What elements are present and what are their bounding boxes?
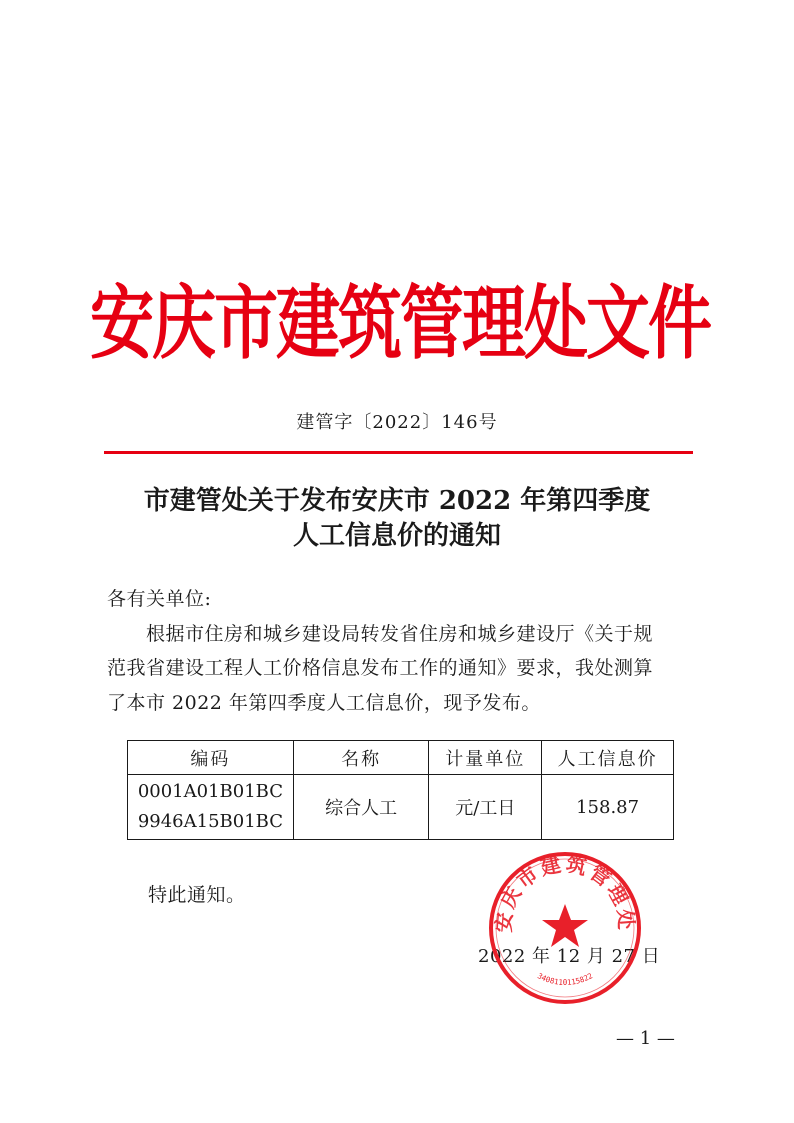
notice-title-line2: 人工信息价的通知: [292, 521, 501, 551]
table-row: [128, 775, 674, 840]
body-paragraph-line2: 范我省建设工程人工价格信息发布工作的通知》要求，我处测算: [107, 657, 654, 679]
body-paragraph-line3: 了本市 2022 年第四季度人工信息价，现予发布。: [107, 692, 541, 714]
issue-date: 2022 年 12 月 27 日: [478, 946, 661, 967]
header-unit: 计量单位: [429, 741, 542, 775]
name-cell: 综合人工: [293, 775, 429, 840]
seal-star-icon: [542, 904, 588, 947]
notice-title-line1: 市建管处关于发布安庆市 2022 年第四季度: [143, 486, 651, 516]
header-name: 名称: [293, 741, 429, 775]
document-number: 建管字〔2022〕146号: [296, 412, 498, 433]
seal-top-text: 安庆市建筑管理处: [491, 851, 639, 934]
code-value-1: 0001A01B01BC: [137, 781, 284, 802]
body-paragraph-line1: 根据市住房和城乡建设局转发省住房和城乡建设厅《关于规: [146, 623, 654, 645]
header-price: 人工信息价: [542, 741, 674, 775]
closing-text: 特此通知。: [148, 884, 246, 906]
svg-text:3408110115822: [536, 971, 594, 987]
price-table: [127, 740, 674, 840]
price-cell: 158.87: [542, 775, 674, 840]
page-number: — 1 —: [616, 1028, 675, 1049]
salutation: 各有关单位:: [107, 588, 212, 610]
org-title: 安庆市建筑管理处文件: [90, 278, 710, 371]
code-value-2: 9946A15B01BC: [137, 811, 284, 832]
table-header-row: [128, 741, 674, 775]
unit-cell: 元/工日: [429, 775, 542, 840]
red-divider-line: [104, 451, 693, 454]
header-code: 编码: [128, 741, 294, 775]
seal-serial: 3408110115822: [535, 971, 595, 987]
official-seal: [485, 848, 645, 1008]
code-cell: [128, 775, 294, 840]
